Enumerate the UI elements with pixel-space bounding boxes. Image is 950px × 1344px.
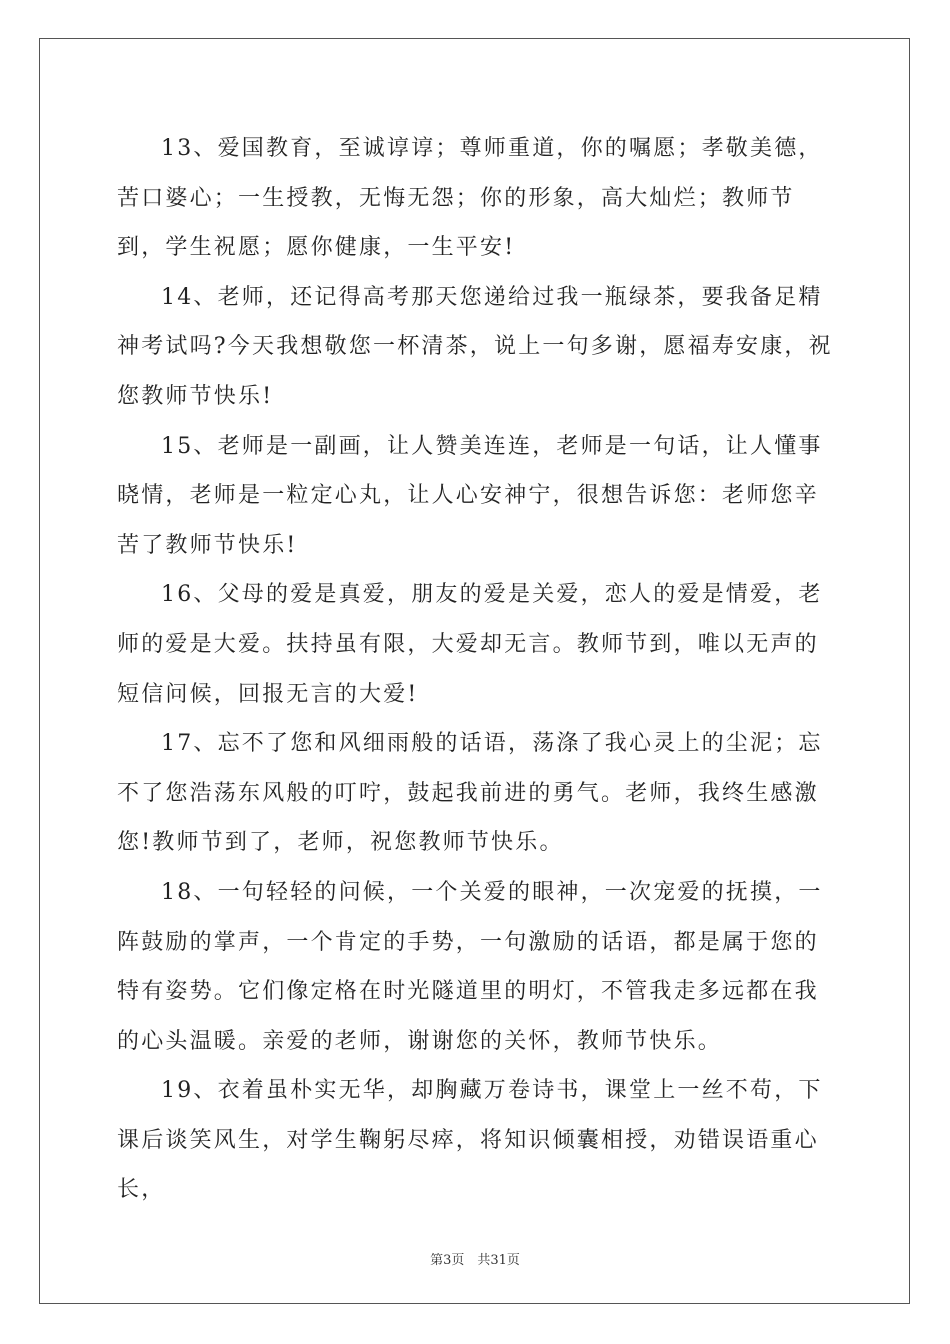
paragraph-13: 13、爱国教育，至诚谆谆；尊师重道，你的嘱愿；孝敬美德，苦口婆心；一生授教，无悔无怨；你的形象，高大灿烂；教师节到，学生祝愿；愿你健康，一生平安! [117,136,823,261]
paragraph-17: 17、忘不了您和风细雨般的话语，荡涤了我心灵上的尘泥；忘不了您浩荡东风般的叮咛，鼓起我前进的勇气。老师，我终生感激您!教师节到了，老师，祝您教师节快乐。 [117,731,823,856]
document-body [117,124,833,1215]
paragraph-19: 19、衣着虽朴实无华，却胸藏万卷诗书，课堂上一丝不苟，下课后谈笑风生，对学生鞠躬尽瘁，将知识倾囊相授，劝错误语重心长， [117,1078,823,1203]
paragraph-15: 15、老师是一副画，让人赞美连连，老师是一句话，让人懂事晓情，老师是一粒定心丸，让人心安神宁，很想告诉您：老师您辛苦了教师节快乐! [117,433,823,558]
page-number-footer: 第3页 共31页 [430,1253,520,1268]
paragraph-16: 16、父母的爱是真爱，朋友的爱是关爱，恋人的爱是情爱，老师的爱是大爱。扶持虽有限，大爱却无言。教师节到，唯以无声的短信问候，回报无言的大爱! [117,582,823,707]
paragraph-18: 18、一句轻轻的问候，一个关爱的眼神，一次宠爱的抚摸，一阵鼓励的掌声，一个肯定的手势，一句激励的话语，都是属于您的特有姿势。它们像定格在时光隧道里的明灯，不管我走多远都在我的心头温暖。亲爱的老师，谢谢您的关怀，教师节快乐。 [117,879,823,1054]
paragraph-14: 14、老师，还记得高考那天您递给过我一瓶绿茶，要我备足精神考试吗?今天我想敬您一杯清茶，说上一句多谢，愿福寿安康，祝您教师节快乐! [117,284,833,409]
